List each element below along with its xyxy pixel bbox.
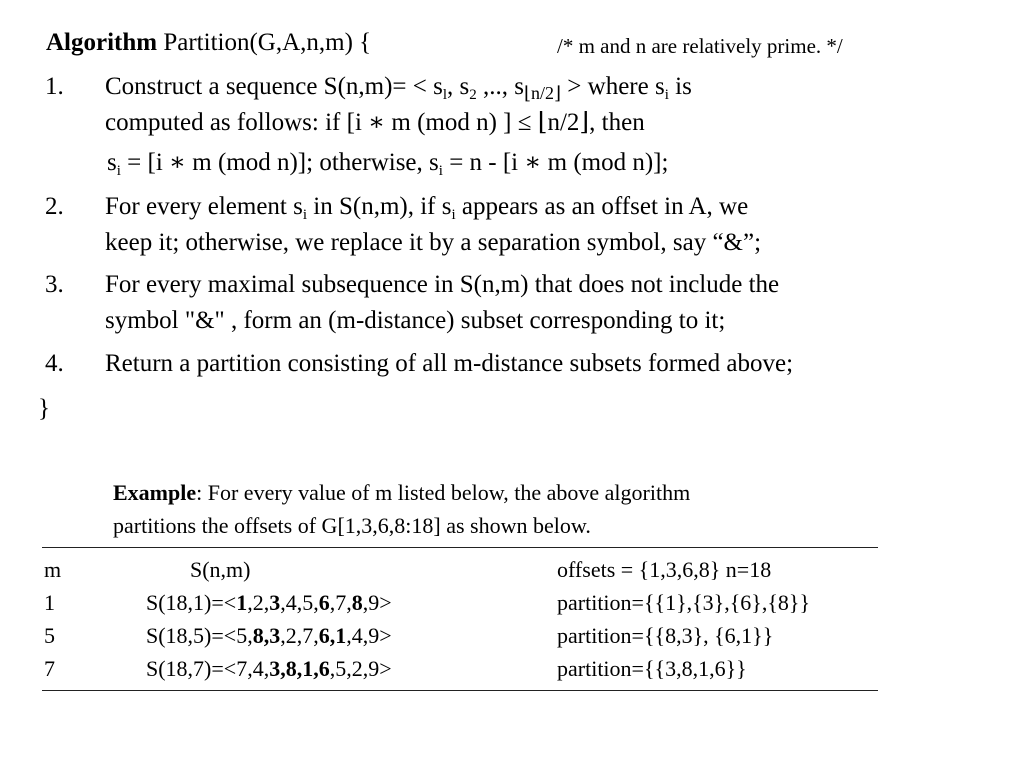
table-cell-m: 1 bbox=[44, 590, 55, 615]
table-header-offsets: offsets = {1,3,6,8} n=18 bbox=[557, 557, 772, 582]
table-cell-partition: partition={{1},{3},{6},{8}} bbox=[557, 590, 811, 615]
example-line-1: Example: For every value of m listed below, the above algorithm bbox=[113, 480, 691, 505]
table-cell-sequence: S(18,7)=<7,4,3,8,1,6,5,2,9> bbox=[146, 656, 392, 681]
algorithm-keyword: Algorithm bbox=[46, 29, 158, 56]
table-cell-partition: partition={{3,8,1,6}} bbox=[557, 656, 747, 681]
table-top-rule bbox=[42, 547, 878, 548]
step-4-line-1: Return a partition consisting of all m-distance subsets formed above; bbox=[105, 350, 794, 377]
step-1-line-2: computed as follows: if [i ∗ m (mod n) ] ≤ ⌊n/2⌋, then bbox=[105, 109, 645, 136]
step-number: 3. bbox=[45, 271, 64, 298]
table-cell-sequence: S(18,1)=<1,2,3,4,5,6,7,8,9> bbox=[146, 590, 392, 615]
step-3-line-2: symbol "&" , form an (m-distance) subset corresponding to it; bbox=[105, 307, 726, 334]
table-cell-sequence: S(18,5)=<5,8,3,2,7,6,1,4,9> bbox=[146, 623, 392, 648]
step-2-line-2: keep it; otherwise, we replace it by a separation symbol, say “&”; bbox=[105, 229, 762, 256]
step-number: 4. bbox=[45, 350, 64, 377]
table-bottom-rule bbox=[42, 690, 878, 691]
step-2-line-1: For every element $s_i$ in S(n,m), if $s_i$ appears as an offset in A, we bbox=[105, 193, 749, 223]
step-number: 2. bbox=[45, 193, 64, 220]
table-header-sequence: S(n,m) bbox=[190, 557, 251, 582]
table-cell-m: 5 bbox=[44, 623, 55, 648]
algorithm-comment: /* m and n are relatively prime. */ bbox=[557, 34, 843, 58]
step-1-line-3: $s_i = [i$ ∗ m (mod n)]; otherwise, $s_i = n - [i$ ∗ m (mod n)]; bbox=[107, 149, 669, 179]
table-header-m: m bbox=[44, 557, 62, 582]
algorithm-header bbox=[46, 28, 371, 58]
example-label: Example bbox=[113, 480, 197, 505]
table-cell-m: 7 bbox=[44, 656, 55, 681]
algorithm-close-brace: } bbox=[38, 395, 50, 422]
example-line-2: partitions the offsets of G[1,3,6,8:18] as shown below. bbox=[113, 513, 591, 538]
step-number: 1. bbox=[45, 73, 64, 100]
algorithm-signature: Partition(G,A,n,m) { bbox=[163, 29, 372, 56]
step-1-line-1: Construct a sequence $S(n,m)= < s_l$, $s_2$ ,.., $s_{⌊n/2⌋}$ > where $s_i$ is bbox=[105, 73, 692, 103]
step-3-line-1: For every maximal subsequence in S(n,m) that does not include the bbox=[105, 271, 780, 298]
table-cell-partition: partition={{8,3}, {6,1}} bbox=[557, 623, 774, 648]
